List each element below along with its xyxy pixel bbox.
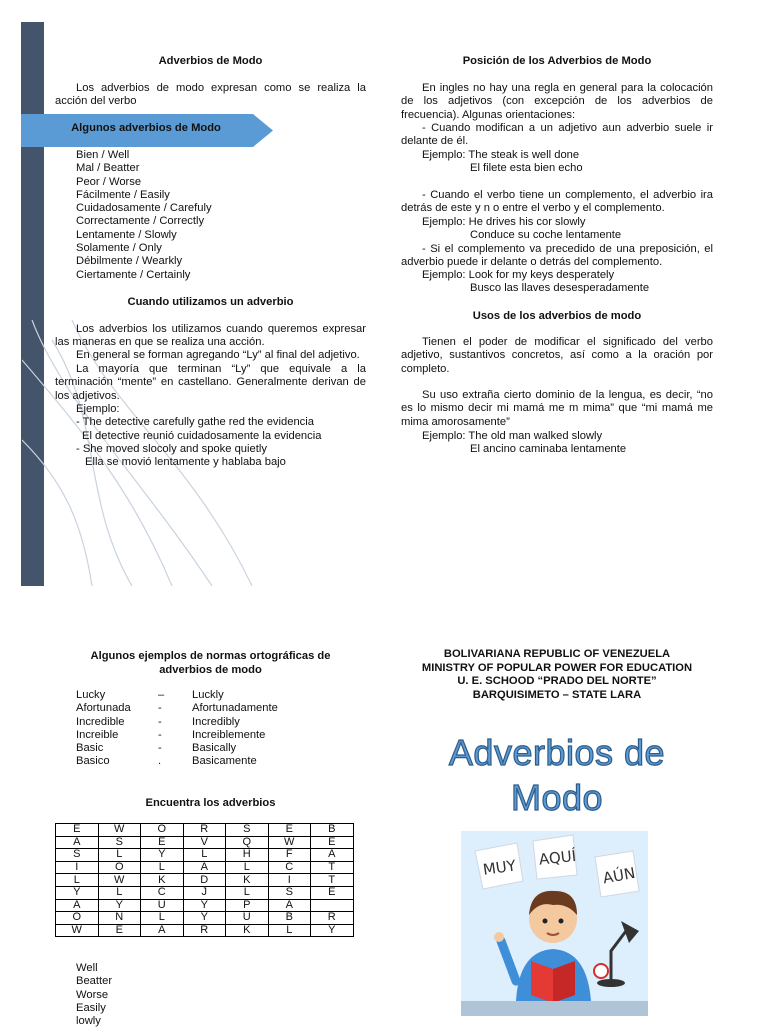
grid-cell[interactable]: W xyxy=(98,824,141,837)
institution-header xyxy=(401,648,713,702)
grid-cell[interactable]: Y xyxy=(98,899,141,912)
usage-paragraph-2: En general se forman agregando “Ly” al final del adjetivo. xyxy=(76,349,360,361)
grid-cell[interactable] xyxy=(311,899,354,912)
grid-row xyxy=(56,899,354,912)
word-base: Basico xyxy=(76,755,110,768)
position-example-1 xyxy=(422,149,583,176)
grid-cell[interactable]: V xyxy=(183,836,226,849)
usos-paragraph-2: Su uso extraña cierto dominio de la lengua, es decir, “no es lo mismo decir mi mamá me m mima” que “mi mamá me mima amorosamente” xyxy=(401,389,713,428)
position-paragraph-2: - Cuando modifican a un adjetivo aun adverbio suele ir delante de él. xyxy=(401,122,713,148)
separator: . xyxy=(158,755,162,768)
usage-paragraph-1: Los adverbios los utilizamos cuando queremos expresar las maneras en que se realiza una acción. xyxy=(55,323,366,349)
word-base: Increible xyxy=(76,728,119,741)
word-base: Lucky xyxy=(76,689,106,701)
boy-reading-illustration xyxy=(461,831,648,1016)
grid-row xyxy=(56,824,354,837)
position-title: Posición de los Adverbios de Modo xyxy=(462,55,652,67)
grid-cell[interactable]: T xyxy=(311,874,354,887)
word-adverb: Afortunadamente xyxy=(192,702,278,715)
grid-cell[interactable]: S xyxy=(268,886,311,899)
word-adverb: Basicamente xyxy=(192,755,257,768)
grid-cell[interactable]: L xyxy=(141,912,184,925)
list-item: Peor / Worse xyxy=(76,175,142,188)
list-item: Ciertamente / Certainly xyxy=(76,268,191,281)
grid-cell[interactable]: B xyxy=(268,912,311,925)
grid-cell[interactable]: E xyxy=(268,824,311,837)
grid-cell[interactable]: O xyxy=(56,912,99,925)
grid-cell[interactable]: O xyxy=(141,824,184,837)
position-paragraph-4: - Si el complemento va precedido de una preposición, el adverbio puede ir delante o detrás del complemento. xyxy=(401,243,713,269)
grid-row xyxy=(56,874,354,887)
list-item: Easily xyxy=(76,1001,106,1014)
word-base: Afortunada xyxy=(76,702,131,715)
grid-cell[interactable]: L xyxy=(268,924,311,937)
position-example-2 xyxy=(422,216,621,243)
list-item: Correctamente / Correctly xyxy=(76,215,205,228)
grid-cell[interactable]: C xyxy=(268,861,311,874)
usage-examples xyxy=(76,403,366,469)
intro-paragraph: Los adverbios de modo expresan como se realiza la acción del verbo xyxy=(55,82,366,108)
grid-cell[interactable]: B xyxy=(311,824,354,837)
usos-title: Usos de los adverbios de modo xyxy=(472,310,642,322)
grid-cell[interactable]: Y xyxy=(183,899,226,912)
grid-cell[interactable]: L xyxy=(98,886,141,899)
grid-cell[interactable]: L xyxy=(141,861,184,874)
adverb-list xyxy=(76,149,366,282)
cover-title xyxy=(401,730,713,820)
word-adverb: Luckly xyxy=(192,689,224,701)
grid-cell[interactable]: E xyxy=(98,924,141,937)
grid-cell[interactable]: N xyxy=(98,912,141,925)
position-example-3 xyxy=(422,269,649,296)
example-line: El filete esta bien echo xyxy=(470,162,583,175)
grid-cell[interactable]: S xyxy=(56,849,99,862)
list-item: Worse xyxy=(76,988,109,1001)
grid-cell[interactable]: E xyxy=(141,836,184,849)
list-item: Beatter xyxy=(76,975,113,988)
grid-row xyxy=(56,912,354,925)
grid-cell[interactable]: K xyxy=(226,874,269,887)
word-search-grid xyxy=(55,823,354,937)
grid-cell[interactable]: I xyxy=(56,861,99,874)
grid-cell[interactable]: Y xyxy=(183,912,226,925)
header-line: BARQUISIMETO – STATE LARA xyxy=(472,688,642,701)
grid-cell[interactable]: E xyxy=(311,886,354,899)
example-line: Ejemplo: He drives his cor slowly xyxy=(422,216,586,228)
grid-cell[interactable]: P xyxy=(226,899,269,912)
grid-cell[interactable]: U xyxy=(141,899,184,912)
word-list xyxy=(76,962,112,1028)
word-base: Basic xyxy=(76,742,104,755)
list-item: Bien / Well xyxy=(76,149,130,161)
grid-cell[interactable]: A xyxy=(56,899,99,912)
example-line: - The detective carefully gathe red the evidencia xyxy=(76,416,314,429)
ortho-title-line: Algunos ejemplos de normas ortográficas de xyxy=(90,650,331,662)
list-item: Débilmente / Wearkly xyxy=(76,255,183,268)
banner-label: Algunos adverbios de Modo xyxy=(71,122,221,134)
grid-cell[interactable]: Y xyxy=(141,849,184,862)
grid-cell[interactable]: K xyxy=(141,874,184,887)
grid-cell[interactable]: I xyxy=(268,874,311,887)
grid-cell[interactable]: Y xyxy=(56,886,99,899)
example-line: Ejemplo: Look for my keys desperately xyxy=(422,269,615,281)
grid-cell[interactable]: E xyxy=(311,836,354,849)
list-item: Well xyxy=(76,962,98,974)
bubble-aqui: AQUÍ xyxy=(538,846,577,869)
example-line: Conduce su coche lentamente xyxy=(470,229,622,242)
example-label: Ejemplo: xyxy=(76,403,120,415)
grid-cell[interactable]: O xyxy=(98,861,141,874)
separator: – xyxy=(158,689,165,701)
cover-title-line: Modo xyxy=(510,777,604,818)
header-line: BOLIVARIANA REPUBLIC OF VENEZUELA xyxy=(443,648,671,660)
list-item: lowly xyxy=(76,1015,101,1028)
position-paragraph-3: - Cuando el verbo tiene un complemento, el adverbio ira detrás de este y n o entre el verbo y el complemento. xyxy=(401,189,713,215)
usage-title: Cuando utilizamos un adverbio xyxy=(127,296,294,308)
grid-cell[interactable]: S xyxy=(98,836,141,849)
list-item: Cuidadosamente / Carefuly xyxy=(76,202,212,215)
separator: - xyxy=(158,715,162,728)
usos-example xyxy=(422,430,626,457)
cover-title-line: Adverbios de xyxy=(448,732,666,773)
grid-cell[interactable]: L xyxy=(56,874,99,887)
header-line: U. E. SCHOOD “PRADO DEL NORTE” xyxy=(457,675,657,687)
grid-row xyxy=(56,836,354,849)
grid-cell[interactable]: H xyxy=(226,849,269,862)
separator: - xyxy=(158,742,162,755)
grid-cell[interactable]: L xyxy=(183,849,226,862)
grid-cell[interactable]: R xyxy=(183,924,226,937)
list-item: Solamente / Only xyxy=(76,242,162,255)
puzzle-title: Encuentra los adverbios xyxy=(145,797,276,809)
grid-cell[interactable]: A xyxy=(183,861,226,874)
word-base: Incredible xyxy=(76,715,125,728)
example-line: Ejemplo: The old man walked slowly xyxy=(422,430,603,442)
list-item: Lentamente / Slowly xyxy=(76,228,177,241)
grid-cell[interactable]: W xyxy=(98,874,141,887)
separator: - xyxy=(158,702,162,715)
grid-cell[interactable]: W xyxy=(268,836,311,849)
grid-cell[interactable]: Y xyxy=(311,924,354,937)
grid-cell[interactable]: A xyxy=(268,899,311,912)
grid-row xyxy=(56,886,354,899)
grid-cell[interactable]: K xyxy=(226,924,269,937)
grid-row xyxy=(56,849,354,862)
grid-row xyxy=(56,924,354,937)
grid-cell[interactable]: E xyxy=(56,824,99,837)
grid-cell[interactable]: T xyxy=(311,861,354,874)
bubble-aun: AÚN xyxy=(601,863,637,888)
grid-cell[interactable]: U xyxy=(226,912,269,925)
usos-paragraph-1: Tienen el poder de modificar el significado del verbo adjetivo, sustantivos concretos, así como a la oración por completo. xyxy=(401,336,713,375)
ortho-title-line: adverbios de modo xyxy=(159,664,262,676)
separator: - xyxy=(158,728,162,741)
grid-cell[interactable]: S xyxy=(226,824,269,837)
grid-cell[interactable]: R xyxy=(311,912,354,925)
word-adverb: Basically xyxy=(192,742,237,755)
grid-cell[interactable]: R xyxy=(183,824,226,837)
grid-cell[interactable]: L xyxy=(226,861,269,874)
grid-cell[interactable]: Q xyxy=(226,836,269,849)
position-paragraph-1: En ingles no hay una regla en general para la colocación de los adjetivos (con excepción de los adverbios de frecuencia). Algunas orientaciones: xyxy=(401,82,713,121)
example-line: - She moved slocoly and spoke quietly xyxy=(76,442,267,455)
usage-paragraph-3: La mayoría que terminan “Ly” que equivale a la terminación “mente” en castellano. Generalmente derivan de los adjetivos. xyxy=(55,363,366,402)
word-adverb: Increiblemente xyxy=(192,728,266,741)
header-line: MINISTRY OF POPULAR POWER FOR EDUCATION xyxy=(421,661,693,674)
grid-cell[interactable]: W xyxy=(56,924,99,937)
grid-cell[interactable]: J xyxy=(183,886,226,899)
left-title: Adverbios de Modo xyxy=(158,55,263,67)
example-line: Busco las llaves desesperadamente xyxy=(470,282,650,295)
grid-cell[interactable]: C xyxy=(141,886,184,899)
grid-cell[interactable]: A xyxy=(141,924,184,937)
grid-cell[interactable]: A xyxy=(56,836,99,849)
grid-row xyxy=(56,861,354,874)
bubble-muy: MUY xyxy=(481,856,518,879)
grid-cell[interactable]: D xyxy=(183,874,226,887)
ortho-title xyxy=(55,649,366,677)
list-item: Fácilmente / Easily xyxy=(76,188,170,201)
grid-cell[interactable]: A xyxy=(311,849,354,862)
example-line: El ancino caminaba lentamente xyxy=(470,443,627,456)
grid-cell[interactable]: F xyxy=(268,849,311,862)
example-line: Ejemplo: The steak is well done xyxy=(422,149,580,161)
grid-cell[interactable]: L xyxy=(226,886,269,899)
example-line: El detective reunió cuidadosamente la evidencia xyxy=(82,429,322,442)
word-adverb: Incredibly xyxy=(192,715,240,728)
list-item: Mal / Beatter xyxy=(76,162,140,175)
example-line: Ella se movió lentamente y hablaba bajo xyxy=(85,456,286,469)
grid-cell[interactable]: L xyxy=(98,849,141,862)
